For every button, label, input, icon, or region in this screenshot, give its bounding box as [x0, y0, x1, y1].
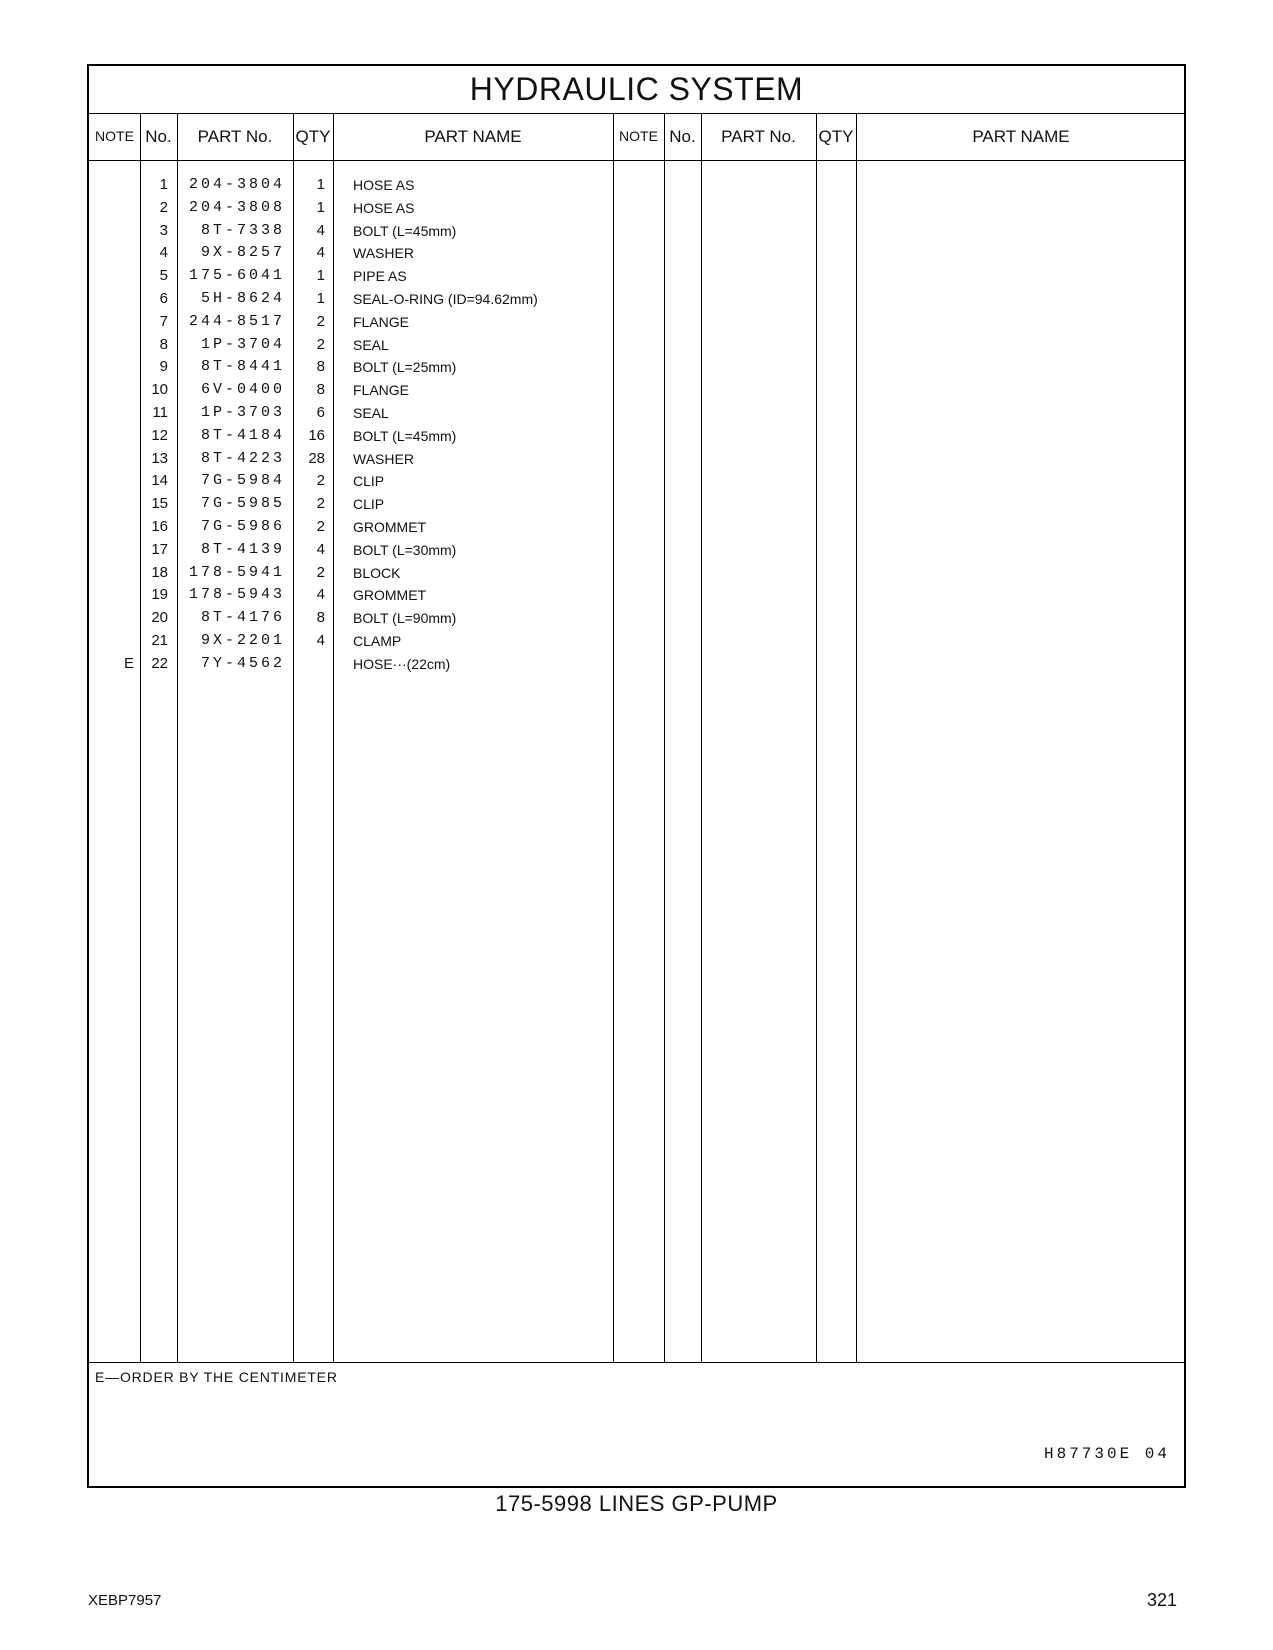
row-part-number: 1P-3704	[200, 335, 285, 353]
parts-table-frame	[87, 64, 1186, 1488]
row-number: 7	[159, 312, 168, 330]
header-part-name-left: PART NAME	[424, 127, 522, 146]
header-part-no-right: PART No.	[721, 127, 796, 146]
row-quantity: 4	[316, 244, 325, 262]
table-row	[89, 265, 1184, 288]
row-number: 6	[159, 289, 168, 307]
row-quantity: 2	[316, 495, 325, 513]
row-number: 2	[159, 198, 168, 216]
row-part-name: CLAMP	[353, 632, 402, 649]
row-quantity: 2	[316, 563, 325, 581]
row-number: 10	[151, 381, 168, 399]
row-part-number: 8T-4176	[200, 609, 285, 627]
row-number: 4	[159, 244, 168, 262]
header-qty-right: QTY	[818, 127, 854, 146]
row-part-number: 7Y-4562	[200, 654, 285, 672]
row-part-name: BLOCK	[353, 564, 401, 581]
row-part-number: 7G-5986	[200, 517, 285, 535]
row-part-name: SEAL-O-RING (ID=94.62mm)	[353, 290, 538, 307]
table-row	[89, 425, 1184, 448]
row-part-name: BOLT (L=30mm)	[353, 541, 457, 558]
row-part-number: 9X-8257	[200, 244, 285, 262]
row-number: 11	[152, 403, 168, 421]
row-part-number: 5H-8624	[200, 289, 285, 307]
header-divider	[89, 160, 1184, 161]
row-part-name: BOLT (L=90mm)	[353, 610, 457, 627]
row-number: 22	[151, 654, 168, 672]
row-part-number: 9X-2201	[200, 631, 285, 649]
page-number: 321	[1146, 1590, 1177, 1610]
row-part-name: FLANGE	[353, 313, 410, 330]
table-row	[89, 379, 1184, 402]
row-number: 17	[151, 540, 168, 558]
row-number: 5	[159, 267, 168, 285]
table-row	[89, 630, 1184, 653]
row-number: 15	[151, 495, 168, 513]
row-quantity: 28	[308, 449, 325, 467]
row-part-name: BOLT (L=45mm)	[353, 222, 457, 239]
drawing-code: H87730E 04	[1043, 1445, 1170, 1463]
row-part-number: 175-6041	[188, 267, 285, 285]
row-number: 19	[151, 586, 168, 604]
row-number: 16	[151, 517, 168, 535]
header-qty-left: QTY	[295, 127, 331, 146]
row-quantity: 8	[316, 358, 325, 376]
row-part-name: WASHER	[353, 450, 414, 467]
table-row	[89, 493, 1184, 516]
row-number: 12	[151, 426, 168, 444]
row-quantity: 4	[316, 540, 325, 558]
row-quantity: 1	[316, 176, 325, 193]
row-number: 8	[159, 335, 168, 353]
row-part-number: 1P-3703	[200, 403, 285, 421]
row-quantity: 4	[316, 586, 325, 604]
row-part-name: PIPE AS	[353, 268, 407, 285]
row-quantity: 1	[316, 198, 325, 216]
row-part-number: 204-3808	[188, 198, 285, 216]
row-quantity: 4	[316, 631, 325, 649]
header-note-right: NOTE	[619, 128, 658, 144]
table-row	[89, 516, 1184, 539]
row-number: 9	[159, 358, 168, 376]
row-part-name: BOLT (L=45mm)	[353, 427, 457, 444]
parts-list	[89, 174, 1184, 676]
row-part-name: GROMMET	[353, 518, 427, 535]
row-part-number: 8T-4223	[200, 449, 285, 467]
table-row	[89, 539, 1184, 562]
page-title: HYDRAULIC SYSTEM	[89, 66, 1184, 114]
row-quantity: 2	[316, 472, 325, 490]
table-row	[89, 356, 1184, 379]
row-part-name: HOSE···(22cm)	[353, 655, 451, 672]
table-row	[89, 197, 1184, 220]
row-note: E	[123, 654, 134, 672]
row-part-number: 8T-8441	[200, 358, 285, 376]
row-part-name: WASHER	[353, 245, 414, 262]
row-quantity: 2	[316, 312, 325, 330]
row-quantity: 2	[316, 517, 325, 535]
row-part-name: SEAL	[353, 336, 389, 353]
row-number: 1	[159, 176, 168, 193]
row-quantity: 4	[316, 221, 325, 239]
row-quantity: 1	[316, 289, 325, 307]
row-part-name: FLANGE	[353, 382, 410, 399]
header-part-no-left: PART No.	[197, 127, 273, 146]
figure-caption: 175-5998 LINES GP-PUMP	[495, 1491, 778, 1516]
table-row	[89, 242, 1184, 265]
row-quantity: 1	[316, 267, 325, 285]
row-number: 18	[151, 563, 168, 581]
row-quantity: 16	[308, 426, 325, 444]
row-part-number: 8T-4184	[200, 426, 285, 444]
row-part-number: 6V-0400	[200, 381, 285, 399]
table-row	[89, 311, 1184, 334]
row-number: 3	[159, 221, 168, 239]
table-row	[89, 584, 1184, 607]
row-number: 20	[151, 609, 168, 627]
header-part-name-right: PART NAME	[972, 127, 1070, 146]
header-note-left: NOTE	[95, 128, 134, 144]
row-part-name: CLIP	[353, 473, 385, 490]
row-number: 13	[151, 449, 168, 467]
row-part-name: CLIP	[353, 496, 385, 513]
row-quantity: 2	[316, 335, 325, 353]
row-part-number: 204-3804	[188, 176, 285, 193]
table-row	[89, 288, 1184, 311]
row-part-number: 178-5941	[188, 563, 285, 581]
row-quantity: 8	[316, 609, 325, 627]
row-part-number: 244-8517	[188, 312, 285, 330]
table-row	[89, 653, 1184, 676]
footnote: E—ORDER BY THE CENTIMETER	[95, 1369, 338, 1385]
row-part-number: 8T-7338	[200, 221, 285, 239]
row-part-name: SEAL	[353, 404, 389, 421]
row-part-number: 7G-5985	[200, 495, 285, 513]
table-row	[89, 470, 1184, 493]
row-part-number: 7G-5984	[200, 472, 285, 490]
row-part-name: GROMMET	[353, 587, 427, 604]
row-number: 21	[151, 631, 168, 649]
row-part-name: HOSE AS	[353, 177, 415, 193]
table-row	[89, 562, 1184, 585]
header-no-left: No.	[145, 127, 172, 146]
row-part-number: 178-5943	[188, 586, 285, 604]
header-no-right: No.	[669, 127, 696, 146]
table-row	[89, 402, 1184, 425]
table-row	[89, 174, 1184, 197]
table-row	[89, 448, 1184, 471]
row-part-name: HOSE AS	[353, 199, 415, 216]
row-part-name: BOLT (L=25mm)	[353, 359, 457, 376]
table-row	[89, 607, 1184, 630]
table-row	[89, 334, 1184, 357]
footer-divider	[89, 1362, 1184, 1363]
table-row	[89, 220, 1184, 243]
document-id: XEBP7957	[88, 1592, 162, 1609]
row-quantity: 6	[316, 403, 325, 421]
row-part-number: 8T-4139	[200, 540, 285, 558]
row-number: 14	[151, 472, 168, 490]
row-quantity: 8	[316, 381, 325, 399]
